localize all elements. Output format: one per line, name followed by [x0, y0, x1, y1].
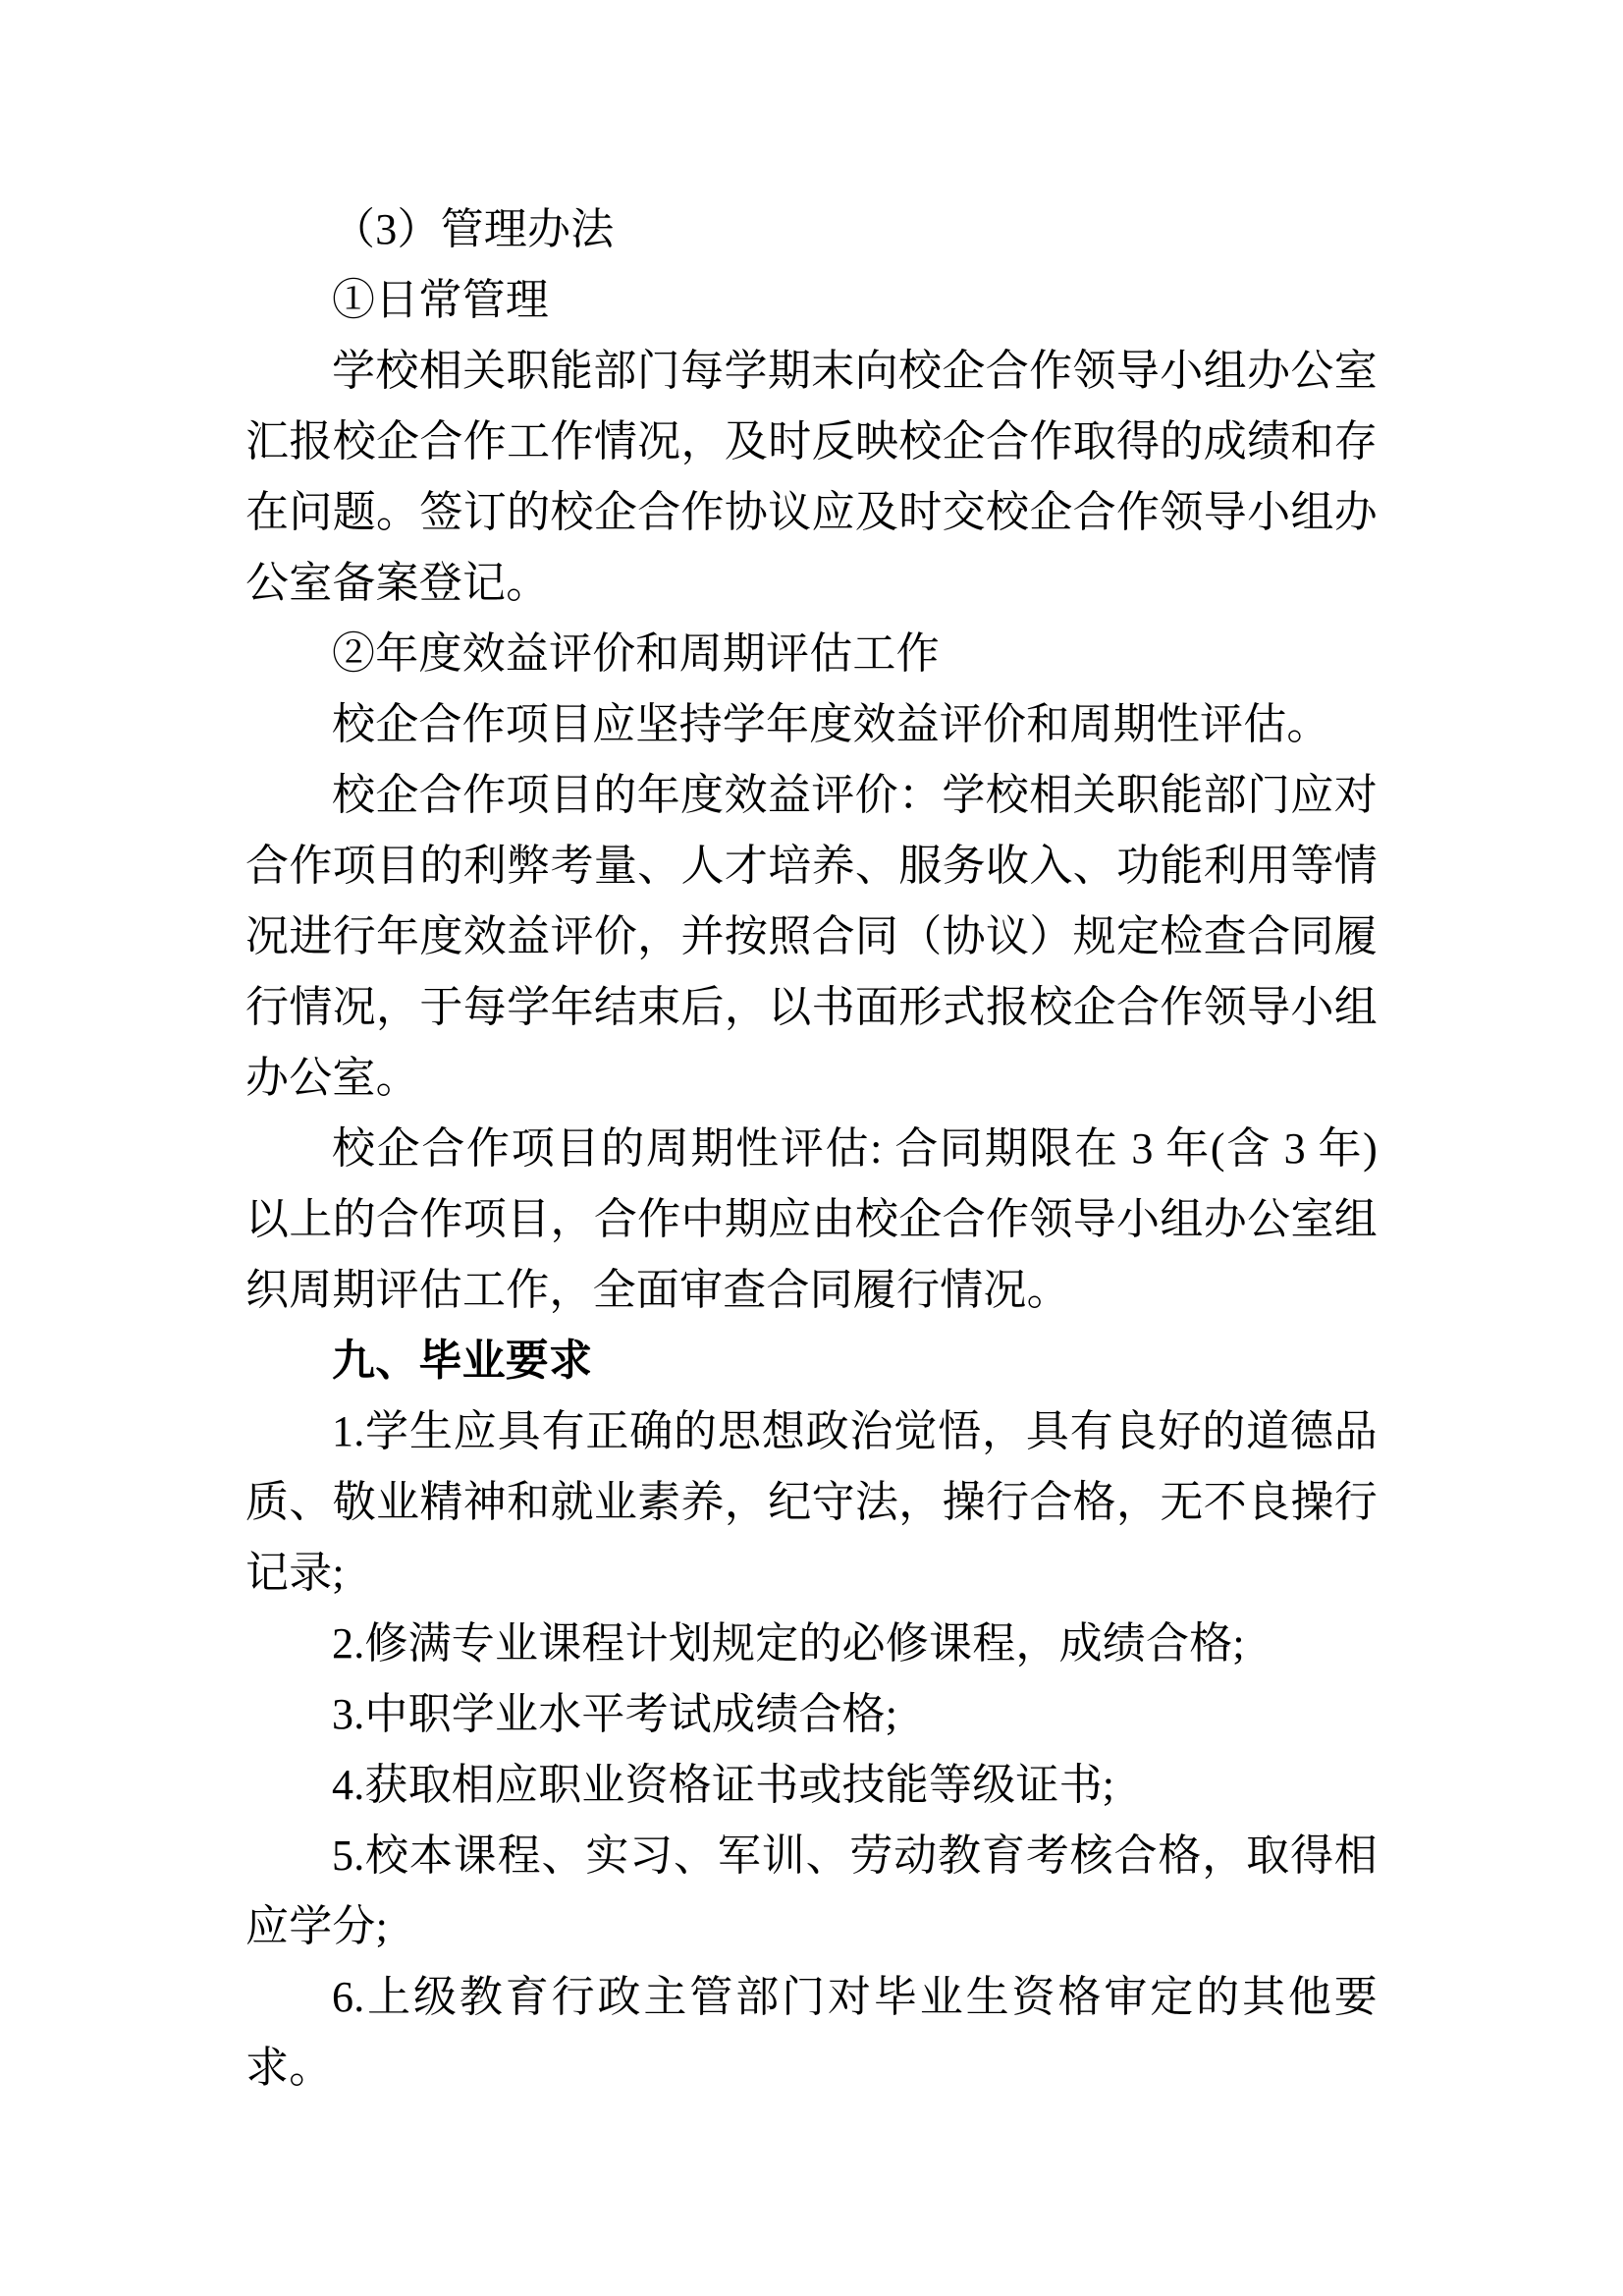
- para-requirement-3: 3.中职学业水平考试成绩合格;: [332, 1690, 898, 1738]
- para-evaluation-principle: 校企合作项目应坚持学年度效益评价和周期性评估。: [332, 700, 1330, 748]
- heading-graduation-requirements: 九、毕业要求: [332, 1337, 593, 1385]
- para-requirement-6: 6.上级教育行政主管部门对毕业生资格审定的其他要求。: [245, 1973, 1378, 2092]
- para-annual-benefit-evaluation: 校企合作项目的年度效益评价：学校相关职能部门应对合作项目的利弊考量、人才培养、服务收入、功能利用等情况进行年度效益评价，并按照合同（协议）规定检查合同履行情况，于每学年结束后，以书面形式报校企合作领导小组办公室。: [245, 771, 1378, 1102]
- para-requirement-5: 5.校本课程、实习、军训、劳动教育考核合格，取得相应学分;: [245, 1831, 1378, 1950]
- para-periodic-assessment: 校企合作项目的周期性评估: 合同期限在 3 年(含 3 年)以上的合作项目，合作中期应由校企合作领导小组办公室组织周期评估工作，全面审查合同履行情况。: [245, 1124, 1378, 1314]
- para-management-measures-heading: （3）管理办法: [332, 205, 615, 253]
- para-requirement-1: 1.学生应具有正确的思想政治觉悟，具有良好的道德品质、敬业精神和就业素养，纪守法，操行合格，无不良操行记录;: [245, 1407, 1378, 1597]
- para-annual-evaluation-heading: ②年度效益评价和周期评估工作: [332, 629, 940, 678]
- para-requirement-2: 2.修满专业课程计划规定的必修课程，成绩合格;: [332, 1619, 1245, 1667]
- para-daily-management-body: 学校相关职能部门每学期末向校企合作领导小组办公室汇报校企合作工作情况，及时反映校企合作取得的成绩和存在问题。签订的校企合作协议应及时交校企合作领导小组办公室备案登记。: [245, 347, 1378, 607]
- para-daily-management-heading: ①日常管理: [332, 276, 549, 324]
- para-requirement-4: 4.获取相应职业资格证书或技能等级证书;: [332, 1761, 1115, 1809]
